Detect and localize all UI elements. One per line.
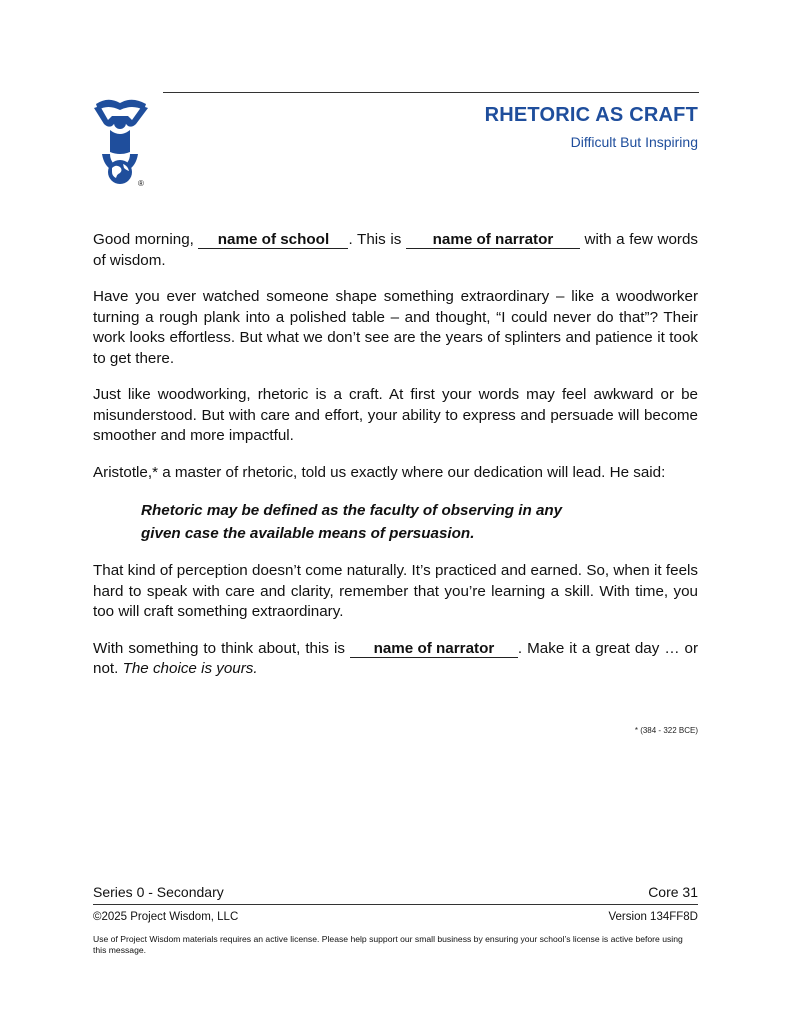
page-title: RHETORIC AS CRAFT: [484, 104, 698, 126]
core-label: Core 31: [648, 884, 698, 900]
footer-copyright-row: [93, 911, 698, 923]
paragraph-2: Have you ever watched someone shape something extraordinary – like a woodworker turning a rough plank into a polished table – and thought, “I could never do that”? Their work looks effortless. But what we don’t see are the years of splinters and patience it took to get there.: [93, 288, 698, 367]
aristotle-quote: [141, 499, 698, 545]
paragraph-greeting: [93, 230, 698, 271]
closing-text: With something to think about, this is: [93, 639, 350, 657]
paragraph-3: Just like woodworking, rhetoric is a craft. At first your words may feel awkward or be misunderstood. But with care and effort, your ability to express and persuade will become smoother and more impactful.: [93, 386, 698, 444]
paragraph-closing: [93, 639, 698, 680]
footnote: * (384 - 322 BCE): [634, 726, 698, 735]
greeting-end-text: with a few words of wisdom.: [93, 231, 699, 269]
footer-rule: [93, 904, 698, 905]
quote-line-2: given case the available means of persuasion.: [141, 525, 475, 542]
school-name-blank: name of school: [198, 231, 348, 249]
quote-line-1: Rhetoric may be defined as the faculty of observing in any: [141, 502, 563, 519]
narrator-name-blank: name of narrator: [406, 231, 580, 249]
closing-mid-text: . Make it a great day … or not.: [93, 639, 699, 677]
greeting-mid-text: . This is: [348, 231, 406, 248]
version-text: Version 134FF8D: [608, 911, 698, 923]
copyright-text: ©2025 Project Wisdom, LLC: [93, 911, 239, 923]
paragraph-4: Aristotle,* a master of rhetoric, told us exactly where our dedication will lead. He said:: [93, 463, 666, 481]
project-wisdom-logo: [90, 94, 152, 188]
greeting-text: Good morning,: [93, 231, 199, 248]
closing-italic-text: The choice is yours.: [122, 660, 258, 677]
narrator-name-blank-2: name of narrator: [350, 640, 518, 658]
footer-series-row: [93, 884, 698, 900]
svg-text:®: ®: [138, 179, 144, 188]
page-subtitle: Difficult But Inspiring: [570, 134, 698, 150]
series-label: Series 0 - Secondary: [93, 884, 224, 900]
message-body: [93, 230, 698, 696]
header-rule: [163, 92, 699, 93]
license-notice: Use of Project Wisdom materials requires an active license. Please help support our small business by ensuring your school’s license is active before using this message.: [93, 934, 683, 955]
paragraph-5: That kind of perception doesn’t come naturally. It’s practiced and earned. So, when it feels hard to speak with care and clarity, remember that you’re learning a skill. With time, you too will craft something extraordinary.: [93, 562, 698, 620]
